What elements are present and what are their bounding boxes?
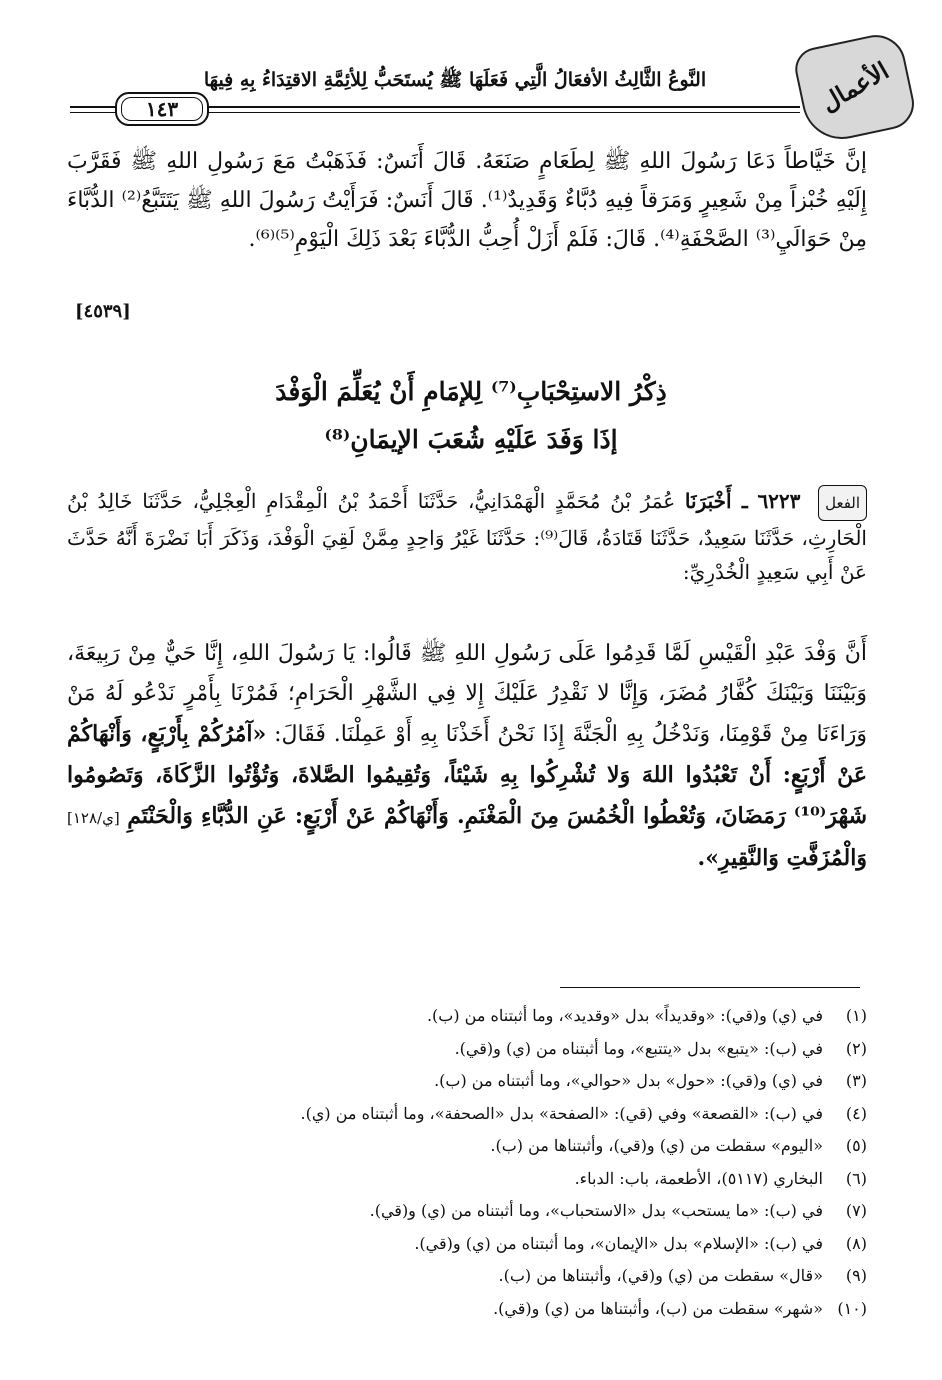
hadith-number: ٦٢٢٣ bbox=[757, 489, 801, 513]
footnote-number: (٥) bbox=[845, 1136, 867, 1155]
paragraph-1: إنَّ خَيَّاطاً دَعَا رَسُولَ اللهِ ﷺ لِطَعَامٍ صَنَعَهُ. قَالَ أَنَسٌ: فَذَهَبْتُ مَعَ رَسُولِ اللهِ ﷺ فَقَرَّبَ إِلَيْهِ خُبْزاً مِنْ شَعِيرٍ وَمَرَقاً فِيهِ دُبَّاءٌ وَقَدِيدٌ⁽¹⁾. قَالَ أَنَسٌ: فَرَأَيْتُ رَسُولَ اللهِ ﷺ يَتَتَبَّعُ⁽²⁾ الدُّبَّاءَ مِنْ حَوَالَيِ⁽³⁾ الصَّحْفَةِ⁽⁴⁾. قَالَ: فَلَمْ أَزَلْ أُحِبُّ الدُّبَّاءَ بَعْدَ ذَلِكَ الْيَوْمِ⁽⁵⁾⁽⁶⁾. bbox=[67, 149, 867, 252]
footnote-number: (١٠) bbox=[837, 1298, 867, 1318]
footnote-item bbox=[67, 1228, 867, 1261]
footnote-item bbox=[67, 1195, 867, 1228]
hadith-reference: [٤٥٣٩] bbox=[75, 301, 131, 322]
page-number: ١٤٣ bbox=[115, 92, 209, 126]
footnote-item bbox=[67, 1260, 867, 1293]
paragraph-3 bbox=[67, 634, 867, 879]
footnote-number: (٩) bbox=[845, 1266, 867, 1285]
footnote-number: (٣) bbox=[845, 1071, 867, 1090]
manuscript-marker: [ي/١٢٨] bbox=[67, 809, 120, 827]
footnote-text: في (ي) و(قي): «وقديداً» بدل «وقديد»، وما أثبتناه من (ب). bbox=[426, 1006, 823, 1025]
footnote-number: (١) bbox=[845, 1006, 867, 1025]
footnote-item bbox=[67, 1000, 867, 1033]
footnote-text: في (ب): «يتبع» بدل «يتتبع»، وما أثبتناه من (ي) و(قي). bbox=[454, 1038, 823, 1058]
page-header bbox=[70, 40, 910, 130]
hadith-badge: الفعل bbox=[818, 485, 867, 521]
running-title: النَّوعُ الثَّالِثُ الأفعَالُ الَّتِي فَعَلَهَا ﷺ يُستَحَبُّ لِلأئِمَّةِ الاقتِدَاءُ بِهِ فِيهَا bbox=[203, 69, 707, 91]
paragraph-2 bbox=[67, 484, 867, 589]
footnote-text: في (ب): «ما يستحب» بدل «الاستحباب»، وما أثبتناه من (ي) و(قي). bbox=[369, 1201, 823, 1220]
hadith-lead: ـ أَخْبَرَنَا bbox=[684, 489, 748, 513]
footnote-item bbox=[67, 1163, 867, 1196]
section-heading-line-1: ذِكْرُ الاستِحْبَابِ⁽⁷⁾ لِلإمَامِ أَنْ يُعَلِّمَ الْوَفْدَ bbox=[275, 377, 667, 406]
footnote-text: «شهر» سقطت من (ب)، وأثبتناها من (ي) و(قي). bbox=[493, 1298, 823, 1318]
footnote-number: (٨) bbox=[845, 1233, 867, 1253]
chapter-badge bbox=[791, 30, 919, 147]
footnote-text: «اليوم» سقطت من (ي) و(قي)، وأثبتناها من (ب). bbox=[490, 1136, 823, 1155]
footnote-text: في (ب): «الإسلام» بدل «الإيمان»، وما أثبتناه من (ي) و(قي). bbox=[414, 1233, 823, 1253]
footnote-text: في (ب): «القصعة» وفي (قي): «الصفحة» بدل «الصحفة»، وما أثبتناه من (ي). bbox=[300, 1103, 823, 1123]
footnote-item bbox=[67, 1293, 867, 1326]
matn-bold-text: «آمُرُكُمْ بِأَرْبَعٍ، وَأَنْهَاكُمْ عَنْ أَرْبَعٍ: أَنْ تَعْبُدُوا اللهَ وَلا تُشْرِكُوا بِهِ شَيْئاً، وَتُقِيمُوا الصَّلاةَ، وَتُؤْتُوا الزَّكَاةَ، وَتَصُومُوا شَهْرَ⁽¹⁰⁾ رَمَضَانَ، وَتُعْطُوا الْخُمُسَ مِنَ الْمَغْنَمِ. وَأَنْهَاكُمْ عَنْ أَرْبَعٍ: عَنِ الدُّبَّاءِ وَالْحَنْتَمِ bbox=[67, 721, 868, 829]
footnotes bbox=[67, 1000, 867, 1325]
footnote-rule bbox=[560, 987, 860, 988]
footnote-item bbox=[67, 1098, 867, 1131]
chapter-badge-label: الأعمال bbox=[815, 55, 894, 118]
footnote-text: في (ي) و(قي): «حول» بدل «حوالي»، وما أثبتناه من (ب). bbox=[434, 1071, 823, 1090]
footnote-item bbox=[67, 1130, 867, 1163]
matn-text: أَنَّ وَفْدَ عَبْدِ الْقَيْسِ لَمَّا قَدِمُوا عَلَى رَسُولِ اللهِ ﷺ قَالُوا: يَا رَسُولَ اللهِ، إِنَّا حَيٌّ مِنْ رَبِيعَةَ، وَبَيْنَنَا وَبَيْنَكَ كُفَّارُ مُضَرَ، وَإِنَّا لا نَقْدِرُ عَلَيْكَ إِلا فِي الشَّهْرِ الْحَرَامِ؛ فَمُرْنَا بِأَمْرٍ نَدْعُو لَهُ مَنْ وَرَاءَنَا مِنْ قَوْمِنَا، وَنَدْخُلُ بِهِ الْجَنَّةَ إِذَا نَحْنُ أَخَذْنَا بِهِ أَوْ عَمِلْنَا. فَقَالَ: bbox=[67, 641, 868, 747]
section-heading-line-2: إذَا وَفَدَ عَلَيْهِ شُعَبَ الإيمَانِ⁽⁸⁾ bbox=[324, 425, 618, 454]
footnote-item bbox=[67, 1033, 867, 1066]
footnote-number: (٤) bbox=[845, 1103, 867, 1123]
footnote-text: البخاري (٥١١٧)، الأطعمة، باب: الدباء. bbox=[574, 1168, 823, 1188]
footnote-number: (٢) bbox=[845, 1038, 867, 1058]
footnote-number: (٦) bbox=[845, 1168, 867, 1188]
footnote-item bbox=[67, 1065, 867, 1098]
footnote-number: (٧) bbox=[845, 1201, 867, 1220]
matn-bold-end: وَالْمُزَفَّتِ وَالنَّقِيرِ». bbox=[697, 845, 867, 871]
footnote-text: «قال» سقطت من (ي) و(قي)، وأثبتناها من (ب). bbox=[498, 1266, 823, 1285]
isnad-text: عُمَرُ بْنُ مُحَمَّدٍ الْهَمْدَانِيُّ، حَدَّثَنَا أَحْمَدُ بْنُ الْمِقْدَامِ الْعِجْلِيُّ، حَدَّثَنَا خَالِدُ بْنُ الْحَارِثِ، حَدَّثَنَا سَعِيدٌ، حَدَّثَنَا قَتَادَةُ، قَالَ⁽⁹⁾: حَدَّثَنَا غَيْرُ وَاحِدٍ مِمَّنْ لَقِيَ الْوَفْدَ، وَذَكَرَ أَبَا نَضْرَةَ أَنَّهُ حَدَّثَ عَنْ أَبِي سَعِيدٍ الْخُدْرِيِّ: bbox=[67, 489, 867, 584]
